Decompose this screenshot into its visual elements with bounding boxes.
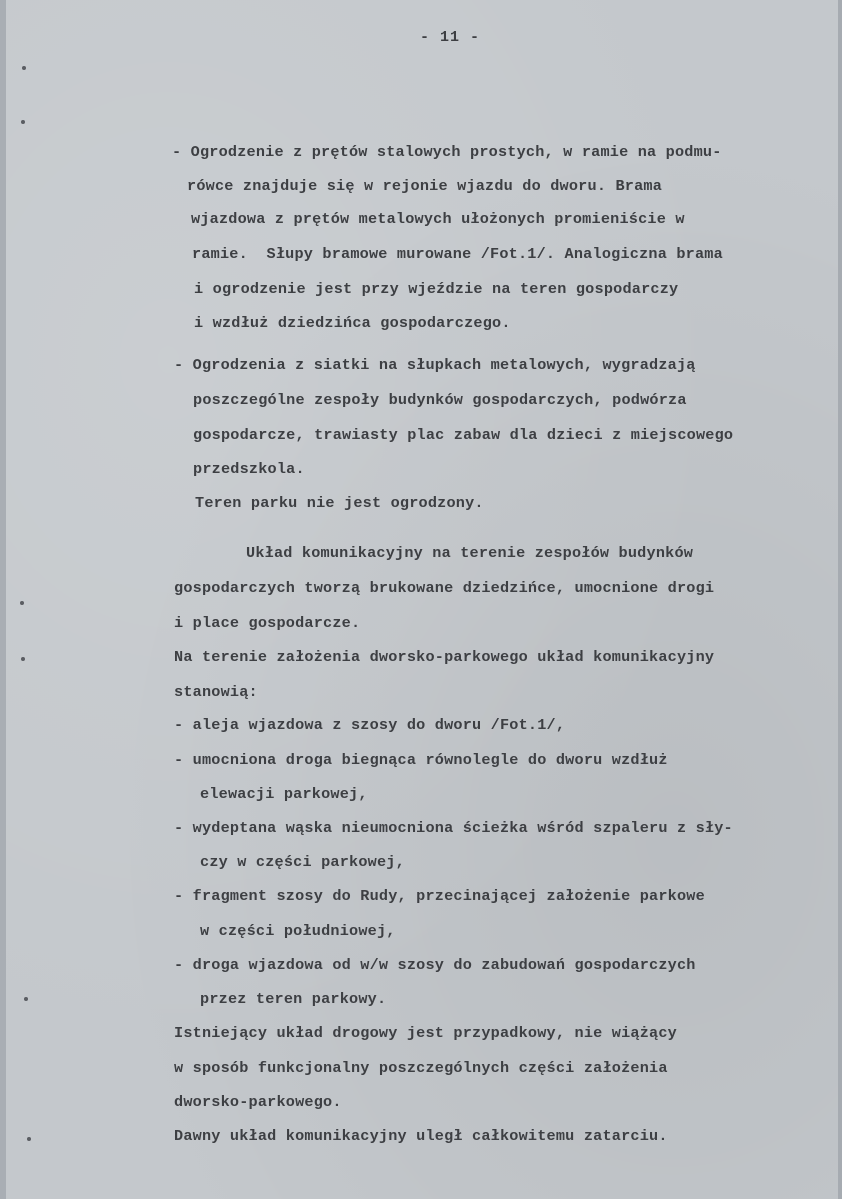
paper-speck <box>21 120 25 124</box>
text-line: - Ogrodzenia z siatki na słupkach metalowych, wygradzają <box>174 356 696 374</box>
text-line: rówce znajduje się w rejonie wjazdu do dworu. Brama <box>187 177 663 195</box>
text-line: Układ komunikacyjny na terenie zespołów budynków <box>246 544 694 562</box>
text-line: Teren parku nie jest ogrodzony. <box>195 494 484 512</box>
text-line: Istniejący układ drogowy jest przypadkowy, nie wiążący <box>174 1024 677 1042</box>
text-line: dworsko-parkowego. <box>174 1093 342 1111</box>
paper-speck <box>21 657 25 661</box>
text-line: przedszkola. <box>193 460 305 478</box>
text-line: Na terenie założenia dworsko-parkowego układ komunikacyjny <box>174 648 715 666</box>
text-line: wjazdowa z prętów metalowych ułożonych promieniście w <box>191 210 685 228</box>
text-line: Dawny układ komunikacyjny uległ całkowitemu zatarciu. <box>174 1127 668 1145</box>
paper-speck <box>24 997 28 1001</box>
text-line: czy w części parkowej, <box>200 853 405 871</box>
text-line: w sposób funkcjonalny poszczególnych części założenia <box>174 1059 668 1077</box>
text-line: poszczególne zespoły budynków gospodarczych, podwórza <box>193 391 687 409</box>
text-line: - aleja wjazdowa z szosy do dworu /Fot.1/, <box>174 716 566 734</box>
text-line: gospodarcze, trawiasty plac zabaw dla dzieci z miejscowego <box>193 426 734 444</box>
text-line: gospodarczych tworzą brukowane dziedzińce, umocnione drogi <box>174 579 715 597</box>
text-line: i wzdłuż dziedzińca gospodarczego. <box>194 314 511 332</box>
page-edge-right <box>838 0 842 1199</box>
text-line: - droga wjazdowa od w/w szosy do zabudowań gospodarczych <box>174 956 696 974</box>
text-line: w części południowej, <box>200 922 396 940</box>
page-number: - 11 - <box>419 29 480 46</box>
text-line: i place gospodarcze. <box>174 614 361 632</box>
text-line: stanowią: <box>174 683 258 701</box>
text-line: - fragment szosy do Rudy, przecinającej założenie parkowe <box>174 887 705 905</box>
text-line: - Ogrodzenie z prętów stalowych prostych, w ramie na podmu- <box>172 143 722 161</box>
paper-speck <box>27 1137 31 1141</box>
paper-speck <box>20 601 24 605</box>
paper-speck <box>22 66 26 70</box>
text-line: ramie. Słupy bramowe murowane /Fot.1/. Analogiczna brama <box>192 245 723 263</box>
text-line: elewacji parkowej, <box>200 785 368 803</box>
text-line: - wydeptana wąska nieumocniona ścieżka wśród szpaleru z sły- <box>174 819 733 837</box>
text-line: przez teren parkowy. <box>200 990 387 1008</box>
text-line: i ogrodzenie jest przy wjeździe na teren gospodarczy <box>194 280 679 298</box>
text-line: - umocniona droga biegnąca równolegle do dworu wzdłuż <box>174 751 668 769</box>
page-edge-left <box>0 0 6 1199</box>
